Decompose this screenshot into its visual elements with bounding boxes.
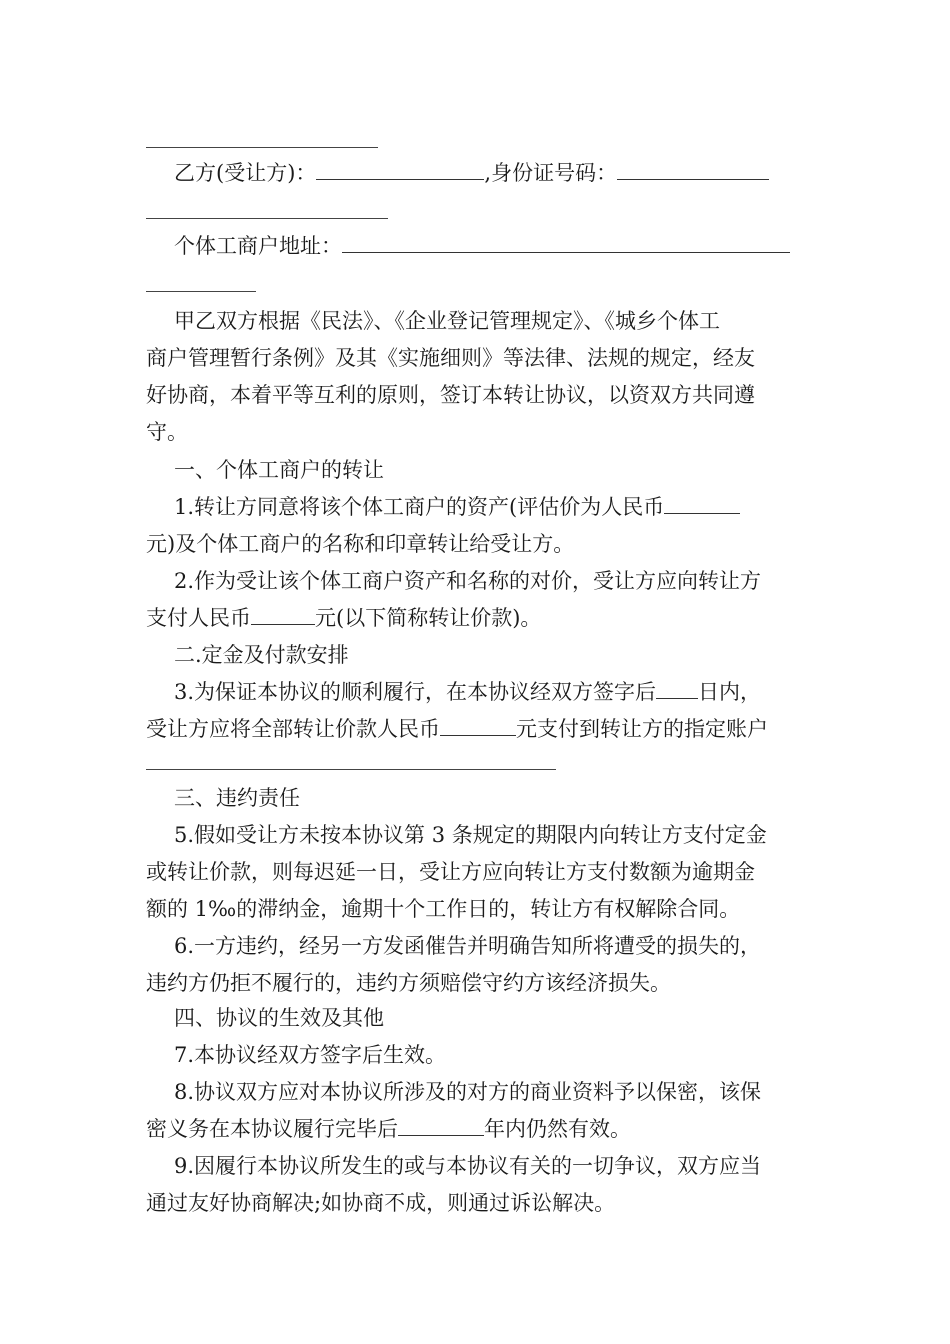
item-6-line: 6.一方违约，经另一方发函催告并明确告知所将遭受的损失的， (174, 934, 762, 958)
item-6-line: 违约方仍拒不履行的，违约方须赔偿守约方该经济损失。 (146, 971, 671, 995)
item-8-years-blank (398, 1134, 484, 1136)
item-7-line: 7.本协议经双方签字后生效。 (174, 1043, 447, 1067)
address-label: 个体工商户地址： (174, 234, 342, 258)
intro-line: 好协商，本着平等互利的原则，签订本转让协议，以资双方共同遵 (146, 383, 755, 407)
item-1-line-b: 元)及个体工商户的名称和印章转让给受让方。 (146, 532, 575, 556)
item-1-line-a (146, 489, 806, 526)
address-blank (342, 251, 790, 253)
party-b-id-blank (617, 178, 769, 180)
section-4-heading: 四、协议的生效及其他 (174, 1006, 384, 1030)
section-2 (146, 637, 806, 748)
item-3-text-b-end: 元支付到转让方的指定账户 (516, 717, 768, 741)
item-8-line-a: 8.协议双方应对本协议所涉及的对方的商业资料予以保密，该保 (174, 1080, 762, 1104)
item-2-text: 支付人民币 (146, 606, 251, 630)
item-9-line: 通过友好协商解决;如协商不成，则通过诉讼解决。 (146, 1191, 616, 1215)
address-line (146, 228, 806, 265)
party-b-line (146, 155, 806, 192)
item-2-text-end: 元(以下简称转让价款)。 (315, 606, 542, 630)
item-3-text-b: 受让方应将全部转让价款人民币 (146, 717, 440, 741)
section-2-heading: 二.定金及付款安排 (174, 643, 349, 667)
blank-line-address-cont (146, 291, 256, 292)
party-b-name-blank (316, 178, 484, 180)
party-b-label: 乙方(受让方)： (174, 161, 317, 185)
section-4 (146, 1000, 806, 1222)
intro-line: 甲乙双方根据《民法》、《企业登记管理规定》、《城乡个体工 (174, 309, 720, 333)
item-5-line: 额的 1‰的滞纳金，逾期十个工作日的，转让方有权解除合同。 (146, 897, 741, 921)
section-1 (146, 452, 806, 637)
party-b-comma: , (484, 161, 492, 185)
item-5-line: 5.假如受让方未按本协议第 3 条规定的期限内向转让方支付定金 (174, 823, 767, 847)
item-8-text-end: 年内仍然有效。 (484, 1117, 631, 1141)
item-2-line-b (146, 600, 806, 637)
item-3-line-a (146, 674, 806, 711)
item-9-line: 9.因履行本协议所发生的或与本协议有关的一切争议，双方应当 (174, 1154, 762, 1178)
item-5-line: 或转让价款，则每迟延一日，受让方应向转让方支付数额为逾期金 (146, 860, 755, 884)
party-b-block (146, 155, 806, 192)
item-8-text: 密义务在本协议履行完毕后 (146, 1117, 398, 1141)
item-2-line-a: 2.作为受让该个体工商户资产和名称的对价，受让方应向转让方 (174, 569, 762, 593)
blank-line-id-cont (146, 218, 388, 219)
address-block (146, 228, 806, 265)
intro-line: 守。 (146, 420, 188, 444)
item-1-value-blank (664, 512, 740, 514)
party-b-id-label: 身份证号码： (491, 161, 618, 185)
item-3-amount-blank (440, 734, 516, 736)
item-3-line-b (146, 711, 806, 748)
item-3-text: 3.为保证本协议的顺利履行，在本协议经双方签字后 (174, 680, 657, 704)
section-3-heading: 三、违约责任 (174, 786, 300, 810)
item-3-days-blank (656, 697, 698, 699)
item-3-text-end: 日内， (698, 680, 762, 704)
section-1-heading: 一、个体工商户的转让 (174, 458, 384, 482)
item-8-line-b (146, 1111, 806, 1148)
blank-line-account (146, 769, 556, 770)
intro-paragraph (146, 303, 806, 451)
section-3 (146, 780, 806, 1002)
item-1-text: 1.转让方同意将该个体工商户的资产(评估价为人民币 (174, 495, 665, 519)
item-2-price-blank (251, 623, 315, 625)
blank-line-top (146, 147, 378, 148)
intro-line: 商户管理暂行条例》及其《实施细则》等法律、法规的规定，经友 (146, 346, 755, 370)
